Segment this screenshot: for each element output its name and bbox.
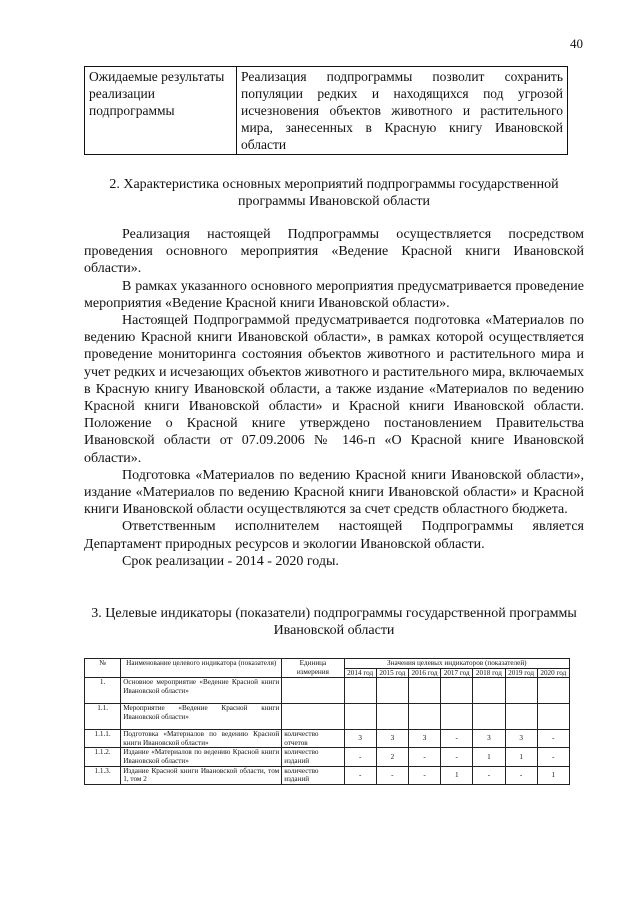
row-value: -: [344, 748, 376, 766]
paragraph: Реализация настоящей Подпрограммы осуществляется посредством проведения основного мероприятия «Ведение Красной книги Ивановской области».: [84, 227, 584, 277]
table-row: [85, 766, 570, 784]
row-name: Издание «Материалов по ведению Красной книги Ивановской области»: [121, 748, 282, 766]
col-header-unit: Единица измерения: [282, 659, 344, 678]
row-num: 1.1.2.: [85, 748, 121, 766]
section-2-heading: 2. Характеристика основных мероприятий подпрограммы государственной программы Ивановской области: [109, 177, 559, 209]
row-name: Мероприятие «Ведение Красной книги Ивановской области»: [121, 704, 282, 730]
row-value: [537, 678, 569, 704]
row-value: [376, 704, 408, 730]
row-value: 2: [376, 748, 408, 766]
paragraph: Подготовка «Материалов по ведению Красной книги Ивановской области», издание «Материалов по ведению Красной книги Ивановской области» и Красной книги Ивановской области осуществляются за счет средств областного бюджета.: [84, 467, 584, 518]
table-row: [85, 730, 570, 748]
row-num: 1.1.1.: [85, 730, 121, 748]
header-row: [85, 659, 570, 669]
row-name: Основное мероприятие «Ведение Красной книги Ивановской области»: [121, 678, 282, 704]
year-header: 2014 год: [344, 668, 376, 678]
year-header: 2018 год: [473, 668, 505, 678]
row-value: 1: [473, 748, 505, 766]
row-value: 3: [408, 730, 440, 748]
row-value: [505, 704, 537, 730]
col-header-values: Значения целевых индикаторов (показателей): [344, 659, 569, 669]
row-value: [505, 678, 537, 704]
row-value: 1: [537, 766, 569, 784]
year-header: 2019 год: [505, 668, 537, 678]
row-value: [441, 678, 473, 704]
row-unit: [282, 704, 344, 730]
year-header: 2020 год: [537, 668, 569, 678]
row-unit: количество изданий: [282, 748, 344, 766]
row-unit: количество изданий: [282, 766, 344, 784]
row-value: 1: [441, 766, 473, 784]
year-header: 2017 год: [441, 668, 473, 678]
table-row: [85, 748, 570, 766]
row-value: 1: [505, 748, 537, 766]
row-unit: [282, 678, 344, 704]
row-value: 3: [344, 730, 376, 748]
table-row: [85, 704, 570, 730]
row-value: [473, 678, 505, 704]
row-value: -: [537, 730, 569, 748]
row-name: Подготовка «Материалов по ведению Красной книги Ивановской области»: [121, 730, 282, 748]
row-value: [408, 704, 440, 730]
paragraph: Срок реализации - 2014 - 2020 годы.: [122, 553, 339, 569]
row-value: -: [441, 748, 473, 766]
paragraph: Настоящей Подпрограммой предусматривается подготовка «Материалов по ведению Красной книги Ивановской области», в рамках которой осуществляется проведение мониторинга состояния объектов животного и растительного мира и учет редких и исчезающих объектов животного и растительного мира, включаемых в Красную книгу Ивановской области, а также издание «Материалов по ведению Красной книги Ивановской области» и Красной книги Ивановской области. Положение о Красной книге утверждено постановлением Правительства Ивановской области от 07.09.2006 № 146-п «О Красной книге Ивановской области».: [84, 313, 584, 466]
row-num: 1.1.3.: [85, 766, 121, 784]
paragraph: Ответственным исполнителем настоящей Подпрограммы является Департамент природных ресурсов и экологии Ивановской области.: [84, 519, 584, 552]
row-value: 3: [376, 730, 408, 748]
row-value: 3: [473, 730, 505, 748]
page-number: 40: [570, 36, 583, 51]
col-header-num: №: [85, 659, 121, 678]
row-value: [344, 704, 376, 730]
table-row: [85, 67, 568, 155]
row-value: -: [408, 766, 440, 784]
table-row: [85, 678, 570, 704]
year-header: 2016 год: [408, 668, 440, 678]
row-value: -: [408, 748, 440, 766]
results-label: Ожидаемые результаты реализации подпрограммы: [85, 67, 237, 155]
paragraph: В рамках указанного основного мероприятия предусматривается проведение мероприятия «Ведение Красной книги Ивановской области».: [84, 278, 584, 311]
row-value: [408, 678, 440, 704]
row-value: [376, 678, 408, 704]
row-num: 1.1.: [85, 704, 121, 730]
expected-results-table: [84, 66, 568, 155]
row-value: -: [344, 766, 376, 784]
results-value: Реализация подпрограммы позволит сохранить популяции редких и находящихся под угрозой исчезновения объектов животного и растительного мира, занесенных в Красную книгу Ивановской области: [237, 67, 568, 155]
row-num: 1.: [85, 678, 121, 704]
row-value: [473, 704, 505, 730]
row-value: -: [505, 766, 537, 784]
indicators-table: [84, 658, 570, 785]
section-3-heading: 3. Целевые индикаторы (показатели) подпрограммы государственной программы Ивановской области: [91, 606, 577, 638]
row-value: -: [441, 730, 473, 748]
row-value: 3: [505, 730, 537, 748]
row-value: [441, 704, 473, 730]
col-header-name: Наименование целевого индикатора (показателя): [121, 659, 282, 678]
row-value: [344, 678, 376, 704]
row-name: Издание Красной книги Ивановской области, том 1, том 2: [121, 766, 282, 784]
row-value: -: [473, 766, 505, 784]
section-2-body: [84, 226, 584, 570]
row-unit: количество отчетов: [282, 730, 344, 748]
row-value: [537, 704, 569, 730]
row-value: -: [376, 766, 408, 784]
row-value: -: [537, 748, 569, 766]
year-header: 2015 год: [376, 668, 408, 678]
